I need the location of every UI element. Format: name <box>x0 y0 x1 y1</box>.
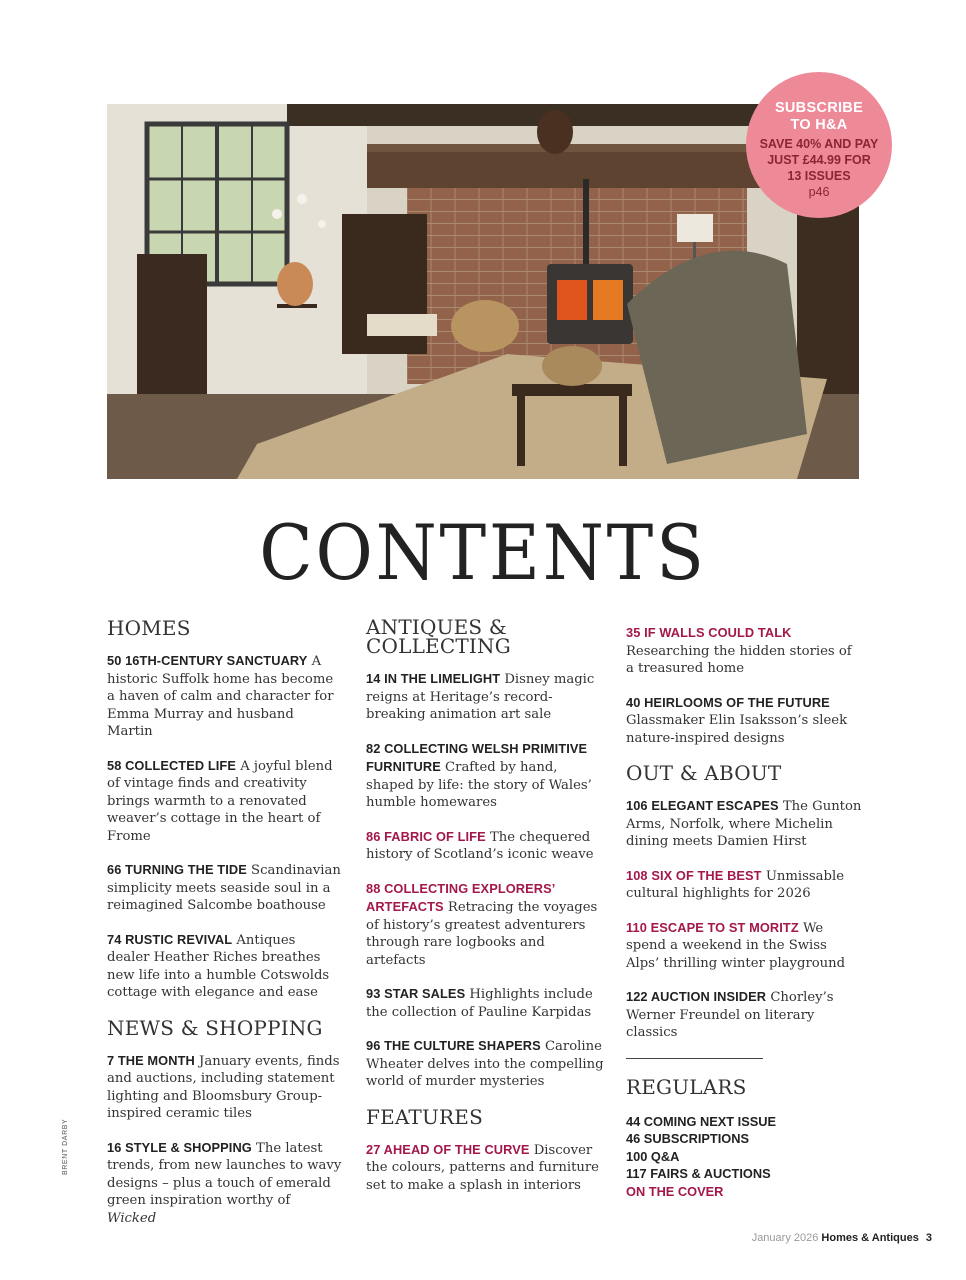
entry-page-number: 7 <box>107 1052 115 1068</box>
entry-title: FABRIC OF LIFE <box>384 828 486 844</box>
entry-page-number: 14 <box>366 671 381 686</box>
entry-page-number: 16 <box>107 1139 122 1155</box>
subscribe-offer: SAVE 40% AND PAY JUST £44.99 FOR 13 ISSUES <box>759 137 879 183</box>
column-1 <box>107 618 342 1243</box>
entry-description: We spend a weekend in the Swiss Alps’ thrilling winter playground <box>626 920 846 971</box>
regular-page-number: 100 <box>626 1148 648 1164</box>
entry-page-number: 108 <box>626 867 648 883</box>
entry-description: Researching the hidden stories of a treasured home <box>626 643 852 676</box>
entry-title: AHEAD OF THE CURVE <box>383 1141 530 1157</box>
entry-page-number: 93 <box>366 986 381 1001</box>
entry-heading <box>626 798 779 813</box>
contents-entry[interactable] <box>107 1139 342 1228</box>
features-continued-list <box>626 624 862 747</box>
section-heading-regulars: REGULARS <box>626 1074 747 1099</box>
contents-entry[interactable] <box>366 1141 604 1195</box>
footer-page-number: 3 <box>925 1232 932 1244</box>
subscribe-page-ref: p46 <box>808 185 830 199</box>
entry-page-number: 50 <box>107 653 122 668</box>
contents-entry[interactable] <box>626 624 862 678</box>
entry-description: Unmissable cultural highlights for 2026 <box>626 868 845 901</box>
entry-description: Glassmaker Elin Isaksson’s sleek nature-inspired designs <box>626 713 848 746</box>
entry-title: STYLE & SHOPPING <box>125 1139 252 1155</box>
entry-description: The Gunton Arms, Norfolk, where Michelin dining meets Damien Hirst <box>626 799 862 849</box>
entry-heading <box>626 989 766 1004</box>
entry-title: IN THE LIMELIGHT <box>384 671 501 686</box>
regular-title: Q&A <box>650 1148 680 1164</box>
entry-heading <box>626 868 762 883</box>
regular-page-number: 117 <box>626 1166 647 1181</box>
entry-description: Highlights include the collection of Pauline Karpidas <box>366 987 593 1020</box>
entry-heading <box>366 671 500 686</box>
entry-title: 16TH-CENTURY SANCTUARY <box>125 653 308 668</box>
entry-description: A historic Suffolk home has become a haven of calm and character for Emma Murray and husband Martin <box>107 654 334 739</box>
on-the-cover-link[interactable]: ON THE COVER <box>626 1183 724 1199</box>
section-heading-homes: HOMES <box>107 616 191 640</box>
entry-title: STAR SALES <box>384 986 466 1001</box>
entry-title: COLLECTED LIFE <box>125 757 236 773</box>
contents-entry[interactable] <box>626 797 862 851</box>
contents-entry[interactable] <box>107 757 342 846</box>
section-heading-out-about: OUT & ABOUT <box>626 761 782 785</box>
entry-page-number: 96 <box>366 1038 381 1053</box>
entry-title: COLLECTING WELSH PRIMITIVE FURNITURE <box>366 740 588 774</box>
entry-description: Disney magic reigns at Heritage’s record-breaking animation art sale <box>366 672 595 722</box>
entry-description: Antiques dealer Heather Riches breathes new life into a humble Cotswolds cottage with elegance and ease <box>107 932 330 1000</box>
entry-title: ESCAPE TO ST MORITZ <box>650 919 799 935</box>
entry-description: Retracing the voyages of history’s greatest adventurers through rare logbooks and artefacts <box>366 900 598 968</box>
regular-page-number: 46 <box>626 1131 641 1146</box>
entry-description: Crafted by hand, shaped by life: the story of Wales’ humble homewares <box>366 760 592 810</box>
entry-heading <box>366 1142 530 1157</box>
entry-description: A joyful blend of vintage finds and creativity brings warmth to a renovated weaver’s cottage in the heart of Frome <box>107 758 333 844</box>
subscribe-badge[interactable] <box>746 72 892 218</box>
contents-entry[interactable] <box>107 652 342 741</box>
page-footer <box>752 1232 932 1244</box>
entry-description: The latest trends, from new launches to wavy designs – plus a touch of emerald green inspiration worthy of <box>107 1140 342 1208</box>
contents-entry[interactable] <box>107 931 342 1002</box>
homes-list <box>107 652 342 1002</box>
entry-title: AUCTION INSIDER <box>650 989 767 1004</box>
contents-entry[interactable] <box>366 670 604 724</box>
regular-item[interactable] <box>626 1148 862 1166</box>
column-3 <box>626 624 862 1200</box>
entry-heading <box>366 986 465 1001</box>
contents-entry[interactable] <box>626 919 862 973</box>
cottage-interior-illustration <box>107 104 859 479</box>
contents-entry[interactable] <box>366 828 604 864</box>
contents-entry[interactable] <box>626 694 862 748</box>
entry-heading <box>107 862 247 877</box>
entry-page-number: 86 <box>366 828 381 844</box>
entry-page-number: 106 <box>626 798 648 813</box>
contents-entry[interactable] <box>366 880 604 970</box>
entry-heading <box>626 695 830 710</box>
section-heading-antiques: ANTIQUES & COLLECTING <box>366 615 511 658</box>
entry-page-number: 110 <box>626 919 647 935</box>
regular-item[interactable] <box>626 1165 862 1183</box>
page-title: CONTENTS <box>259 508 707 597</box>
entry-description: Scandinavian simplicity meets seaside soul in a reimagined Salcombe boathouse <box>107 863 341 913</box>
entry-heading <box>107 932 232 947</box>
entry-page-number: 27 <box>366 1141 381 1157</box>
entry-heading <box>366 829 486 844</box>
footer-date: January 2026 <box>751 1232 819 1244</box>
entry-title: COLLECTING EXPLORERS’ ARTEFACTS <box>366 880 555 914</box>
entry-heading <box>107 1053 195 1068</box>
photo-credit: BRENT DARBY <box>62 1118 69 1175</box>
entry-title: THE MONTH <box>117 1052 195 1068</box>
subscribe-headline: SUBSCRIBE TO H&A <box>774 100 864 133</box>
contents-entry[interactable] <box>366 1037 604 1091</box>
entry-heading <box>107 1140 252 1155</box>
regulars-list <box>626 1113 862 1183</box>
contents-entry[interactable] <box>626 867 862 903</box>
antiques-list <box>366 670 604 1091</box>
regular-page-number: 44 <box>626 1113 641 1129</box>
regular-item[interactable] <box>626 1130 862 1148</box>
entry-page-number: 40 <box>626 694 641 710</box>
entry-description: Discover the colours, patterns and furniture set to make a splash in interiors <box>366 1142 599 1193</box>
news-list <box>107 1052 342 1228</box>
entry-page-number: 88 <box>366 880 381 896</box>
section-heading-features: FEATURES <box>366 1104 483 1129</box>
hero-photo <box>107 104 859 479</box>
entry-title: IF WALLS COULD TALK <box>644 625 792 640</box>
entry-heading <box>626 920 799 935</box>
footer-magazine: Homes & Antiques <box>821 1232 919 1244</box>
contents-entry[interactable] <box>107 1052 342 1123</box>
contents-entry[interactable] <box>626 988 862 1042</box>
entry-description: January events, finds and auctions, including statement lighting and Bloomsbury Group-inspired ceramic tiles <box>107 1053 340 1121</box>
entry-page-number: 82 <box>366 740 381 756</box>
entry-title: THE CULTURE SHAPERS <box>384 1038 541 1053</box>
entry-page-number: 58 <box>107 757 122 773</box>
entry-title: HEIRLOOMS OF THE FUTURE <box>644 694 830 710</box>
entry-title: TURNING THE TIDE <box>125 862 247 877</box>
entry-title: ELEGANT ESCAPES <box>651 798 779 813</box>
regular-item[interactable] <box>626 1113 862 1131</box>
out-about-list <box>626 797 862 1042</box>
entry-heading <box>626 625 791 640</box>
entry-heading <box>107 758 236 773</box>
contents-entry[interactable] <box>107 861 342 915</box>
contents-entry[interactable] <box>366 740 604 812</box>
column-2 <box>366 615 604 1210</box>
entry-page-number: 122 <box>626 989 648 1004</box>
entry-italic-title: Wicked <box>107 1210 157 1226</box>
features-list <box>366 1141 604 1195</box>
regular-title: FAIRS & AUCTIONS <box>650 1166 771 1181</box>
entry-heading <box>107 653 307 668</box>
entry-title: RUSTIC REVIVAL <box>125 931 233 947</box>
entry-description: Chorley’s Werner Freundel on literary classics <box>626 990 834 1040</box>
regular-title: SUBSCRIPTIONS <box>643 1131 750 1146</box>
regular-title: COMING NEXT ISSUE <box>643 1113 777 1129</box>
section-heading-news: NEWS & SHOPPING <box>107 1015 323 1040</box>
entry-title: SIX OF THE BEST <box>651 867 762 883</box>
entry-page-number: 66 <box>107 862 122 877</box>
entry-heading <box>366 1038 541 1053</box>
entry-description: The chequered history of Scotland’s iconic weave <box>366 829 594 862</box>
entry-description: Caroline Wheater delves into the compelling world of murder mysteries <box>366 1039 604 1089</box>
entry-page-number: 74 <box>107 931 122 947</box>
contents-entry[interactable] <box>366 985 604 1021</box>
divider-rule <box>626 1058 763 1059</box>
entry-page-number: 35 <box>626 625 641 640</box>
